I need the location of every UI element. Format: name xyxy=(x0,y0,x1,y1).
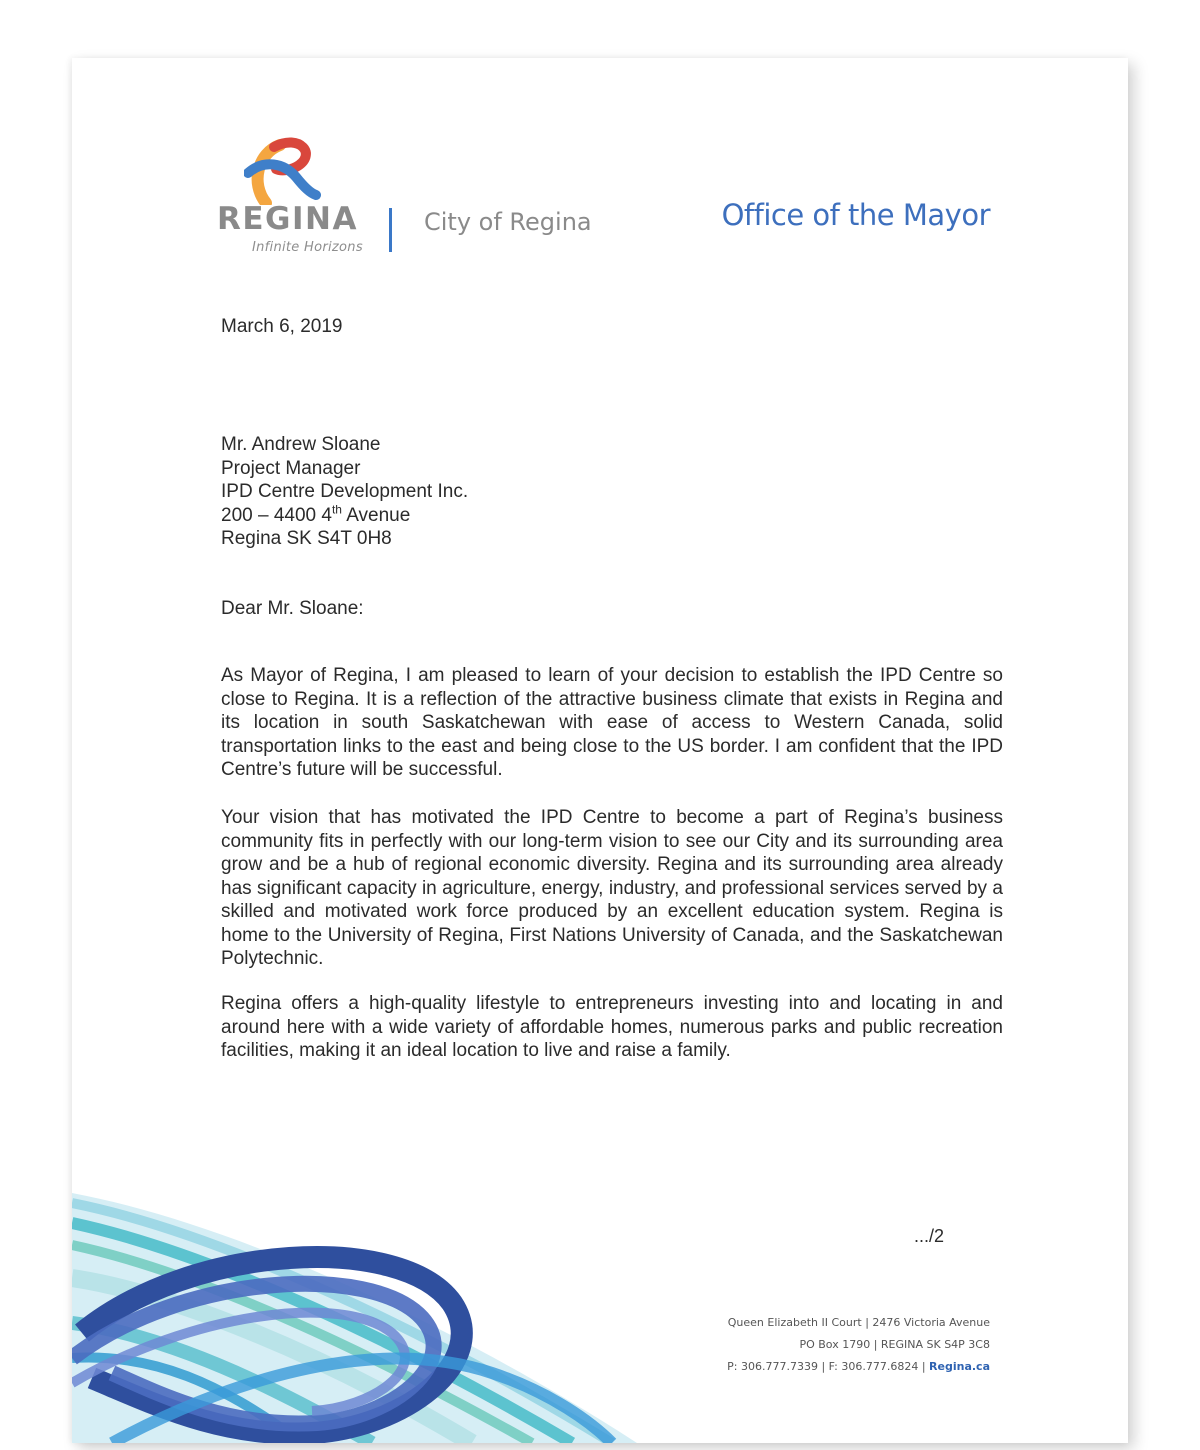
footer-address-line-1: Queen Elizabeth II Court | 2476 Victoria Avenue xyxy=(727,1316,990,1329)
paragraph-1: As Mayor of Regina, I am pleased to learn of your decision to establish the IPD Centre so close to Regina. It is a reflection of the attractive business climate that exists in Regina and its location in south Saskatchewan with ease of access to Western Canada, solid transportation links to the east and being close to the US border. I am confident that the IPD Centre’s future will be successful. xyxy=(221,665,1003,780)
logo-wordmark: REGINA xyxy=(217,201,358,237)
recipient-title: Project Manager xyxy=(221,457,361,479)
street-ordinal: th xyxy=(331,502,342,517)
org-name: City of Regina xyxy=(424,208,592,236)
letter-page xyxy=(72,58,1128,1443)
regina-r-logo-icon xyxy=(244,133,322,205)
recipient-company: IPD Centre Development Inc. xyxy=(221,481,469,502)
paragraph-2: Your vision that has motivated the IPD Centre to become a part of Regina’s business community fits in perfectly with our long-term vision to see our City and its surrounding area grow and be a hub of regional economic diversity. Regina and its surrounding area already has significant capacity in agriculture, energy, industry, and professional services served by a skilled and motivated work force produced by an excellent education system. Regina is home to the University of Regina, First Nations University of Canada, and the Saskatchewan Polytechnic. xyxy=(221,807,1003,969)
paragraph-3: Regina offers a high-quality lifestyle to entrepreneurs investing into and locating in and around here with a wide variety of affordable homes, numerous parks and public recreation facilities, making it an ideal location to live and raise a family. xyxy=(221,993,1003,1061)
office-title: Office of the Mayor xyxy=(721,198,990,232)
recipient-name: Mr. Andrew Sloane xyxy=(221,434,381,455)
salutation: Dear Mr. Sloane: xyxy=(221,598,364,619)
letter-date: March 6, 2019 xyxy=(221,316,343,337)
decorative-swirl-graphic xyxy=(72,1183,692,1443)
page-continuation: .../2 xyxy=(914,1226,945,1246)
footer-contact-line xyxy=(727,1356,990,1378)
street-prefix: 200 – 4400 4 xyxy=(221,504,332,526)
footer-address-line-2: PO Box 1790 | REGINA SK S4P 3C8 xyxy=(799,1338,990,1351)
footer-website-link[interactable]: Regina.ca xyxy=(929,1360,990,1373)
recipient-city: Regina SK S4T 0H8 xyxy=(221,528,392,549)
logo-tagline: Infinite Horizons xyxy=(252,240,363,255)
footer-contact xyxy=(727,1312,990,1378)
recipient-street xyxy=(221,504,1003,528)
header-divider xyxy=(389,208,392,252)
recipient-address xyxy=(221,433,1003,551)
street-suffix: Avenue xyxy=(341,504,411,526)
footer-phone-fax: P: 306.777.7339 | F: 306.777.6824 | xyxy=(727,1360,930,1373)
